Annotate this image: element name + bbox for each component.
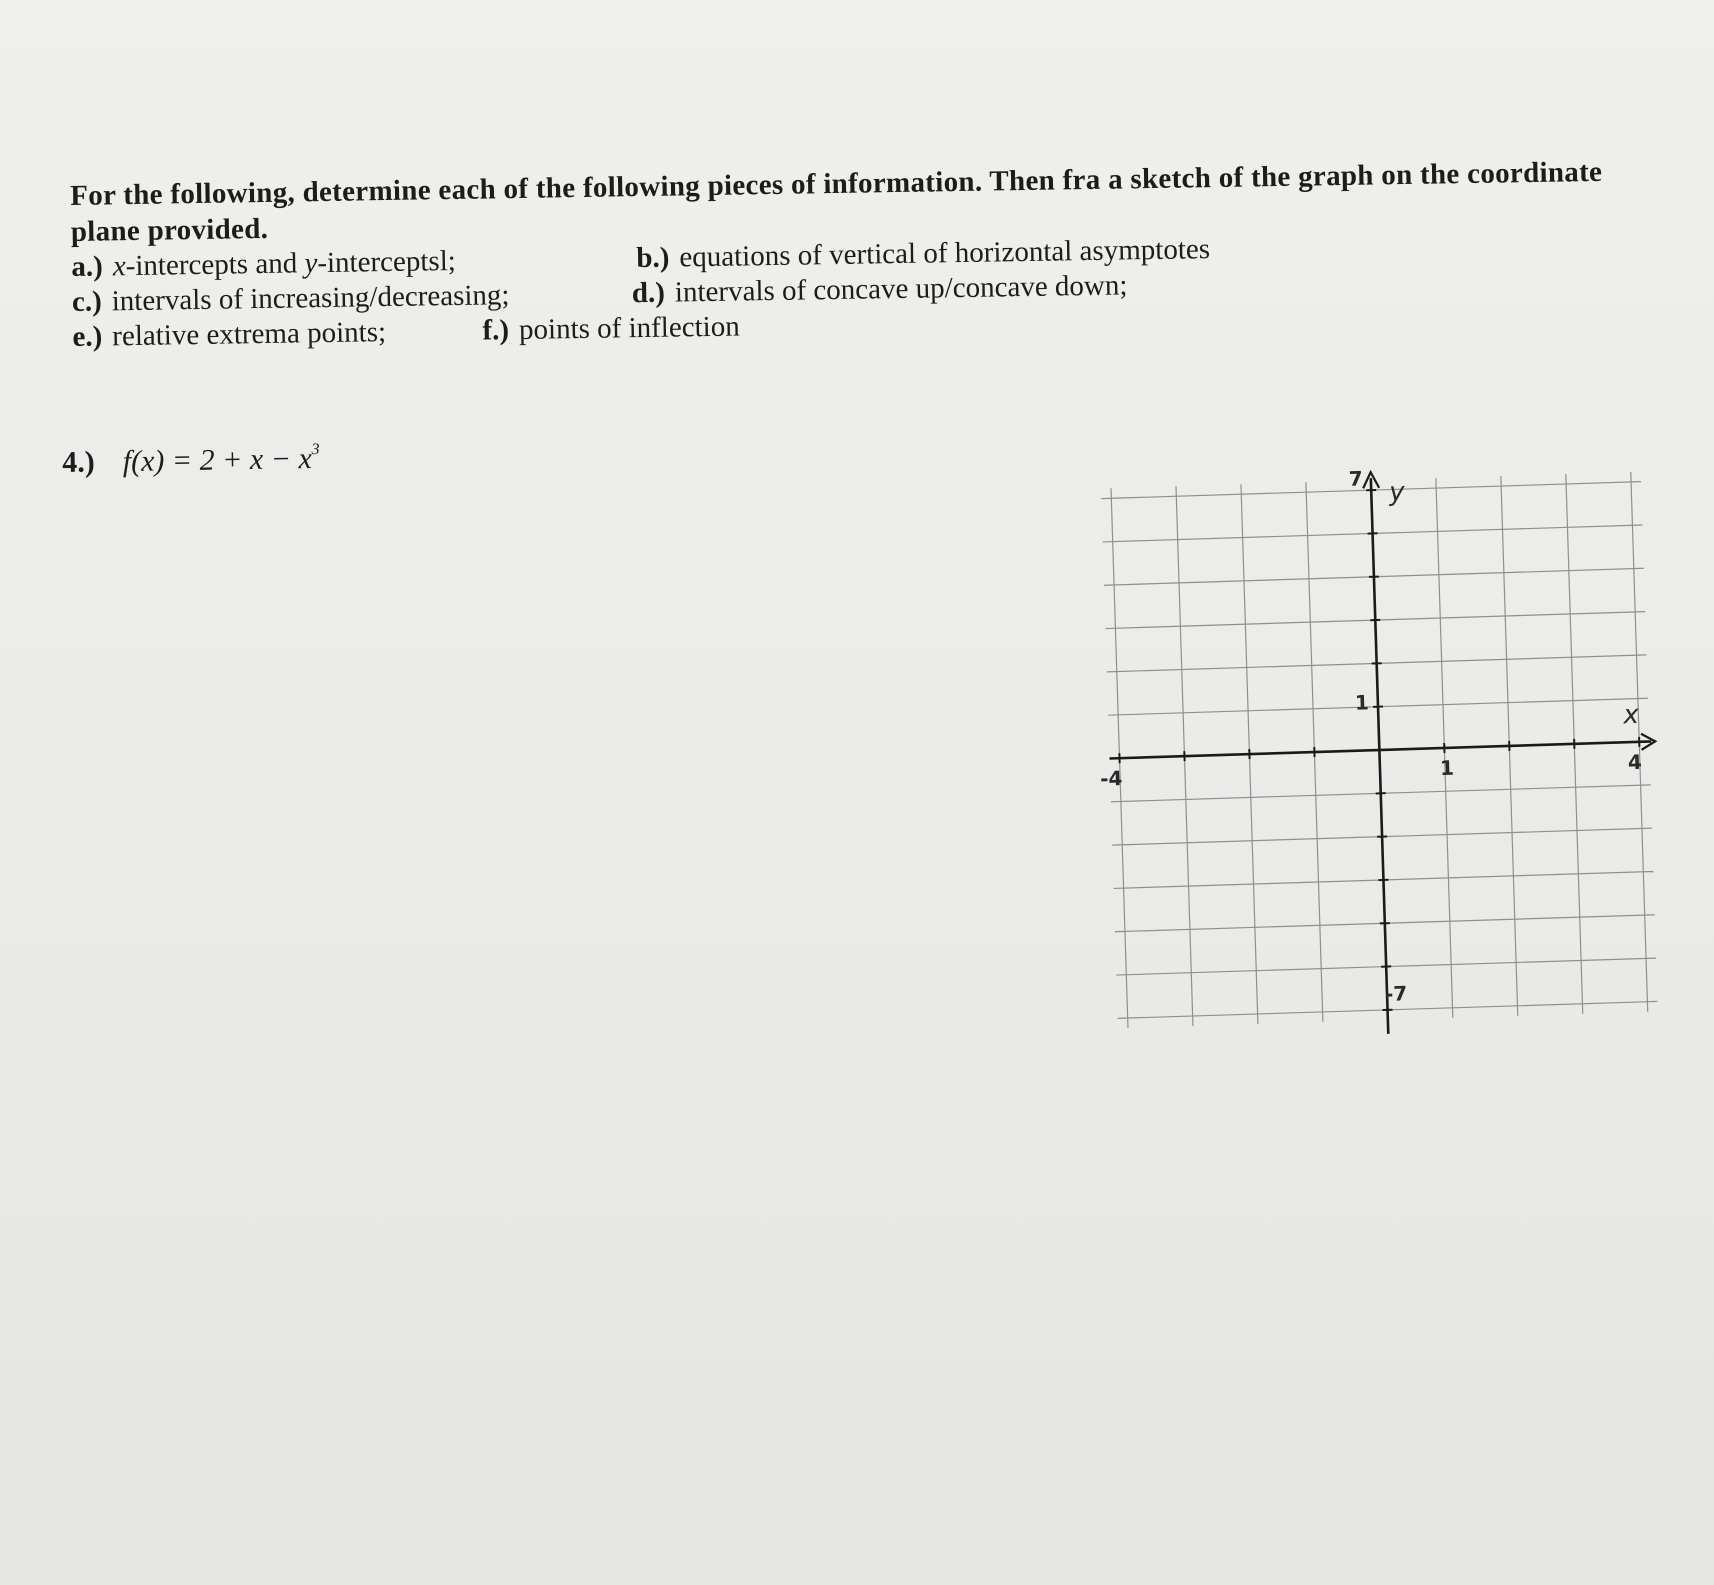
x-min-label: -4 [1099,766,1123,791]
y-axis [1371,478,1388,1034]
item-f [482,310,740,349]
x-max-label: 4 [1627,749,1643,775]
y-tick-label: 1 [1354,690,1370,715]
grid-svg [1091,461,1670,1078]
y-min-label: -7 [1384,981,1408,1006]
item-d-text: intervals of concave up/concave down; [674,269,1128,309]
item-a-text1: -intercepts and [125,247,305,283]
item-a [71,244,456,285]
item-e [72,315,386,355]
item-b-text: equations of vertical of horizontal asymptotes [679,233,1211,274]
problem-exponent: 3 [311,440,320,459]
item-a-label: a.) [71,250,104,283]
item-c-label: c.) [71,285,102,318]
item-a-y-var: y [304,247,318,280]
instructions-block [70,153,1633,354]
item-b-label: b.) [636,241,670,275]
x-axis-label: x [1622,699,1640,731]
item-a-x-var: x [112,250,126,283]
item-e-label: e.) [72,320,103,353]
problem-4 [62,441,320,480]
item-f-text: points of inflection [518,310,740,346]
problem-number: 4.) [62,445,96,479]
item-a-text2: -interceptsl; [317,244,457,280]
coordinate-plane [1091,461,1670,1078]
item-e-text: relative extrema points; [112,316,387,353]
axes [1101,463,1664,1042]
problem-function: f(x) = 2 + x − x [122,442,313,479]
instructions-heading: For the following, determine each of the following pieces of information. Then fra a sketch of the graph on the coordinate plane provided. [70,155,1603,248]
y-axis-label: y [1388,477,1406,508]
item-c-text: intervals of increasing/decreasing; [111,279,510,318]
x-tick-label: 1 [1439,755,1455,781]
y-max-label: 7 [1348,466,1364,491]
item-f-label: f.) [482,314,510,347]
item-d-label: d.) [631,276,666,310]
